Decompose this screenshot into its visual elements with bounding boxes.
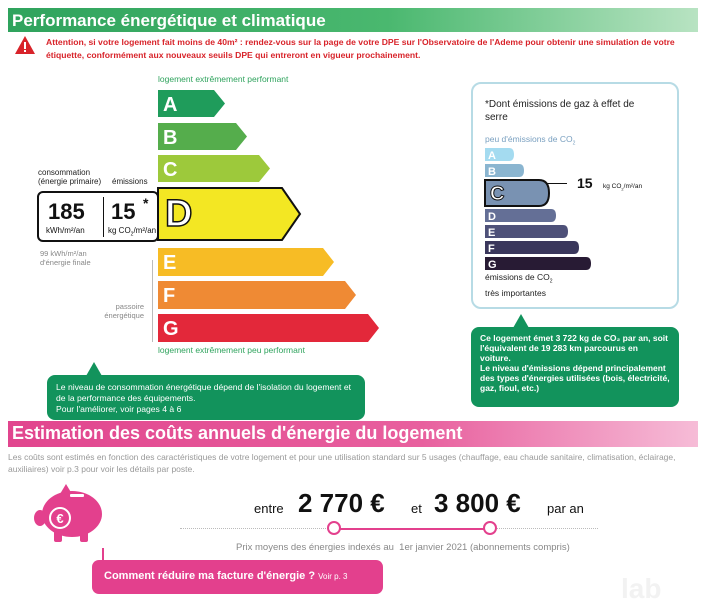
section-performance-title: Performance énergétique et climatique bbox=[12, 11, 326, 30]
cost-high: 3 800 € bbox=[434, 488, 521, 518]
ges-panel bbox=[471, 82, 679, 309]
scale-top-caption: logement extrêmement performant bbox=[158, 74, 289, 84]
conso-unit: kWh/m²/an bbox=[46, 226, 85, 235]
ges-class-e-bar bbox=[485, 225, 568, 238]
ges-top-caption: peu d'émissions de $CO_2$ bbox=[485, 134, 576, 147]
final-energy-note: 99 kWh/m²/an d'énergie finale bbox=[40, 249, 91, 267]
ges-bubble-pointer bbox=[513, 314, 529, 328]
ges-class-e-label: E bbox=[488, 227, 496, 239]
cost-range-high-marker bbox=[483, 521, 497, 535]
ges-bottom-caption: émissions de $CO_2$ très importantes bbox=[485, 272, 553, 298]
svg-text:lab: lab bbox=[621, 573, 662, 600]
energy-class-b-label: B bbox=[163, 127, 178, 149]
cost-range-bar bbox=[334, 528, 489, 530]
energy-class-g-bar bbox=[158, 314, 379, 342]
energy-class-g-label: G bbox=[163, 318, 179, 340]
energy-class-f-bar bbox=[158, 281, 356, 309]
energy-value-box bbox=[37, 191, 159, 242]
energy-class-f-label: F bbox=[163, 285, 176, 307]
emissions-star: * bbox=[143, 195, 149, 211]
et-text: et bbox=[411, 501, 422, 516]
ges-class-d-label: D bbox=[488, 211, 496, 223]
ges-class-b-label: B bbox=[488, 166, 496, 178]
piggy-bank-icon bbox=[30, 482, 108, 546]
energy-scale bbox=[157, 88, 387, 344]
passoire-bracket bbox=[152, 260, 153, 342]
prices-note: Prix moyens des énergies indexés au 1er janvier 2021 (abonnements compris) bbox=[236, 542, 570, 553]
ges-class-g-bar bbox=[485, 257, 591, 270]
logo-watermark-icon bbox=[619, 572, 699, 600]
entre-text: entre bbox=[254, 501, 284, 516]
scale-bottom-caption: logement extrêmement peu performant bbox=[158, 345, 305, 355]
cost-low: 2 770 € bbox=[298, 488, 385, 518]
ges-bubble-line1: Ce logement émet 3 722 kg de CO₂ par an, soit l'équivalent de 19 283 km parcourus en voiture. bbox=[480, 333, 669, 363]
ges-class-f-bar bbox=[485, 241, 579, 254]
reduce-bill-link[interactable]: Voir p. 3 bbox=[318, 572, 348, 581]
costs-intro: Les coûts sont estimés en fonction des caractéristiques de votre logement et pour une utilisation standard sur 5 usages (chauffage, eau chaude sanitaire, climatisation, éclairage, auxiliaires) voir p.3 pour voir les détails par poste. bbox=[8, 452, 676, 474]
ges-class-g-label: G bbox=[488, 259, 497, 271]
emissions-value: 15 bbox=[111, 199, 136, 224]
energy-class-e-bar bbox=[158, 248, 334, 276]
conso-value: 185 bbox=[48, 199, 85, 224]
ges-value: 15 bbox=[577, 175, 593, 191]
reduce-bill-button[interactable] bbox=[92, 560, 383, 594]
ges-note: *Dont émissions de gaz à effet de serre bbox=[485, 99, 635, 123]
ges-class-c-label: C bbox=[490, 183, 505, 205]
value-divider bbox=[103, 197, 104, 237]
conso-label: consommation (énergie primaire) bbox=[38, 168, 102, 186]
section-costs-title: Estimation des coûts annuels d'énergie du logement bbox=[12, 423, 463, 443]
energy-class-a-label: A bbox=[163, 94, 178, 116]
section-performance-header bbox=[8, 8, 698, 32]
ges-scale bbox=[483, 146, 613, 271]
emissions-unit: kg $CO_2/m^2/an$ bbox=[108, 226, 157, 238]
bubble-pointer bbox=[86, 362, 102, 376]
passoire-label: passoire énergétique bbox=[104, 302, 144, 320]
ges-class-f-label: F bbox=[488, 243, 495, 255]
svg-text:€: € bbox=[56, 511, 64, 526]
reduce-bill-label: Comment réduire ma facture d'énergie ? bbox=[104, 570, 316, 582]
warning-text: Attention, si votre logement fait moins de 40m² : rendez-vous sur la page de votre DPE sur l'Observatoire de l'Ademe pour obtenir une simulation de votre étiquette, conformément aux nouveaux seuils DPE qui entreront en vigueur prochainement. bbox=[46, 37, 675, 60]
cost-range-low-marker bbox=[327, 521, 341, 535]
energy-class-c-label: C bbox=[163, 159, 178, 181]
energy-class-d-label: D bbox=[165, 193, 193, 235]
ges-info-bubble bbox=[471, 327, 679, 407]
ges-class-a-label: A bbox=[488, 150, 496, 162]
par-an-text: par an bbox=[547, 501, 584, 516]
section-costs-header bbox=[8, 421, 698, 447]
warning-icon bbox=[14, 35, 36, 55]
ges-value-line bbox=[547, 183, 567, 184]
emissions-label: émissions bbox=[112, 177, 148, 186]
ges-bubble-line2: Le niveau d'émissions dépend principalement des types d'énergies utilisées (bois, électricité, gaz, fioul, etc.) bbox=[480, 363, 670, 393]
ges-unit: kg $CO_2/m^2/an$ bbox=[603, 183, 643, 192]
energy-class-e-label: E bbox=[163, 252, 177, 274]
energy-info-bubble: Le niveau de consommation énergétique dépend de l'isolation du logement et de la performance des équipements. Pour l'améliorer, voir pages 4 à 6 bbox=[47, 375, 365, 420]
